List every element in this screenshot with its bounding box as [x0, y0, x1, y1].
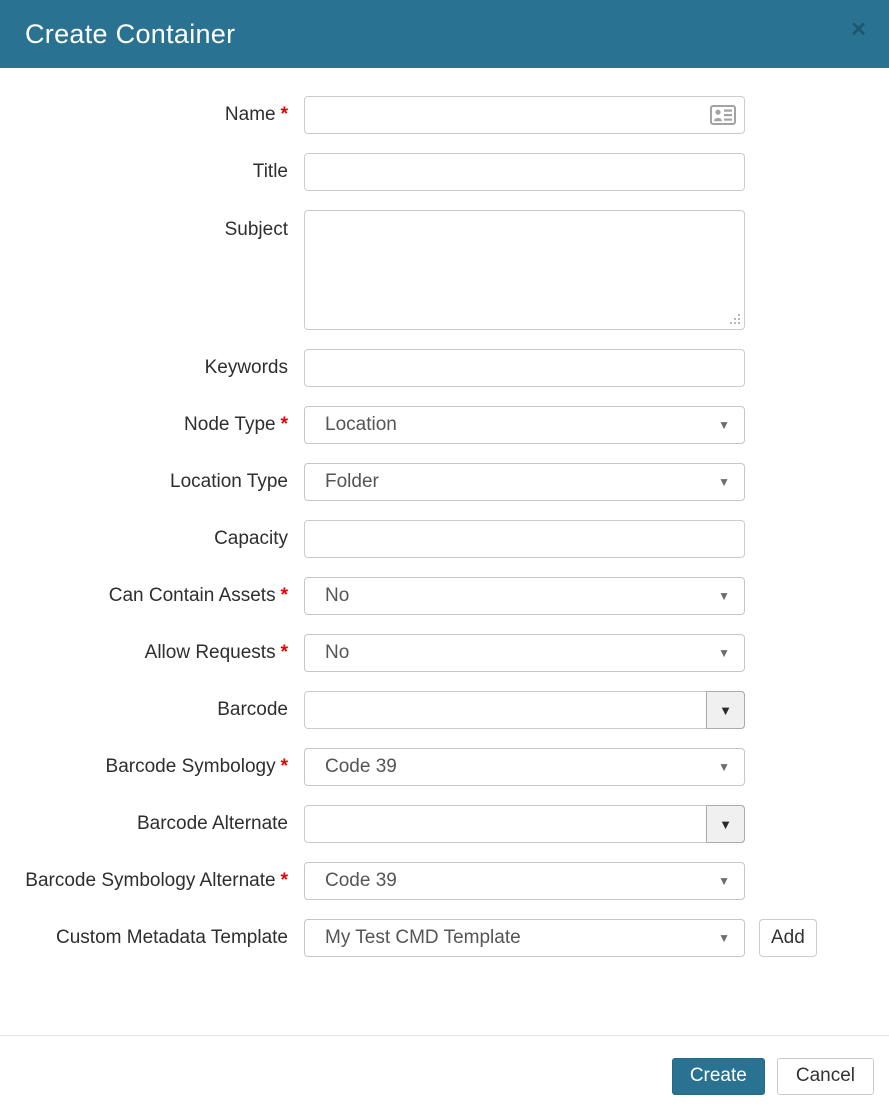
- required-asterisk: *: [280, 642, 288, 663]
- subject-textarea[interactable]: [304, 210, 745, 330]
- field-row-custom-metadata-template: [0, 919, 889, 957]
- required-asterisk: *: [280, 104, 288, 125]
- barcode-symbology-alternate-select[interactable]: [304, 862, 745, 900]
- create-button[interactable]: Create: [672, 1058, 765, 1095]
- field-row-can-contain-assets: [0, 577, 889, 615]
- dialog-title: Create Container: [25, 18, 236, 49]
- field-row-barcode-alternate: [0, 805, 889, 843]
- node-type-select[interactable]: [304, 406, 745, 444]
- barcode-symbology-select[interactable]: [304, 748, 745, 786]
- barcode-input[interactable]: [304, 691, 745, 729]
- can-contain-assets-label: Can Contain Assets *: [108, 585, 288, 606]
- select-value: Code 39: [325, 870, 397, 891]
- location-type-select[interactable]: [304, 463, 745, 501]
- field-row-barcode-symbology-alternate: [0, 862, 889, 900]
- barcode-alternate-dropdown-button[interactable]: [706, 805, 745, 843]
- chevron-down-icon: ▼: [718, 760, 730, 774]
- required-asterisk: *: [280, 870, 288, 891]
- field-row-keywords: [0, 349, 889, 387]
- cancel-button[interactable]: Cancel: [777, 1058, 874, 1095]
- can-contain-assets-select[interactable]: [304, 577, 745, 615]
- dialog-form: [0, 68, 889, 1035]
- barcode-symbology-alternate-label: Barcode Symbology Alternate *: [25, 870, 288, 891]
- title-input[interactable]: [304, 153, 745, 191]
- field-row-barcode: [0, 691, 889, 729]
- location-type-label: Location Type: [170, 471, 288, 492]
- dialog-footer: [0, 1035, 889, 1116]
- select-value: Code 39: [325, 756, 397, 777]
- chevron-down-icon: ▼: [718, 475, 730, 489]
- title-label: Title: [252, 161, 288, 182]
- select-value: My Test CMD Template: [325, 927, 521, 948]
- capacity-input[interactable]: [304, 520, 745, 558]
- select-value: Folder: [325, 471, 379, 492]
- chevron-down-icon: ▼: [719, 702, 732, 718]
- required-asterisk: *: [280, 585, 288, 606]
- field-row-capacity: [0, 520, 889, 558]
- field-row-allow-requests: [0, 634, 889, 672]
- barcode-alternate-label: Barcode Alternate: [136, 813, 288, 834]
- field-row-node-type: [0, 406, 889, 444]
- chevron-down-icon: ▼: [718, 589, 730, 603]
- chevron-down-icon: ▼: [718, 874, 730, 888]
- name-input[interactable]: [304, 96, 745, 134]
- required-asterisk: *: [280, 756, 288, 777]
- allow-requests-select[interactable]: [304, 634, 745, 672]
- field-row-location-type: [0, 463, 889, 501]
- allow-requests-label: Allow Requests *: [144, 642, 288, 663]
- chevron-down-icon: ▼: [718, 931, 730, 945]
- custom-metadata-template-select[interactable]: [304, 919, 745, 957]
- subject-label: Subject: [224, 219, 288, 240]
- barcode-label: Barcode: [217, 699, 288, 720]
- name-label: Name *: [224, 104, 288, 125]
- dialog-header: [0, 0, 889, 68]
- barcode-alternate-input[interactable]: [304, 805, 745, 843]
- node-type-label: Node Type *: [184, 414, 288, 435]
- field-row-subject: [0, 210, 889, 330]
- close-button[interactable]: [844, 16, 873, 44]
- field-row-title: [0, 153, 889, 191]
- custom-metadata-template-label: Custom Metadata Template: [56, 927, 288, 948]
- field-row-name: [0, 96, 889, 134]
- field-row-barcode-symbology: [0, 748, 889, 786]
- capacity-label: Capacity: [214, 528, 288, 549]
- chevron-down-icon: ▼: [718, 646, 730, 660]
- chevron-down-icon: ▼: [718, 418, 730, 432]
- add-button[interactable]: Add: [759, 919, 817, 957]
- keywords-input[interactable]: [304, 349, 745, 387]
- keywords-label: Keywords: [204, 357, 288, 378]
- close-icon: ✕: [850, 19, 867, 41]
- select-value: No: [325, 585, 350, 606]
- chevron-down-icon: ▼: [719, 816, 732, 832]
- barcode-dropdown-button[interactable]: [706, 691, 745, 729]
- select-value: No: [325, 642, 350, 663]
- barcode-symbology-label: Barcode Symbology *: [105, 756, 288, 777]
- required-asterisk: *: [280, 414, 288, 435]
- select-value: Location: [325, 414, 397, 435]
